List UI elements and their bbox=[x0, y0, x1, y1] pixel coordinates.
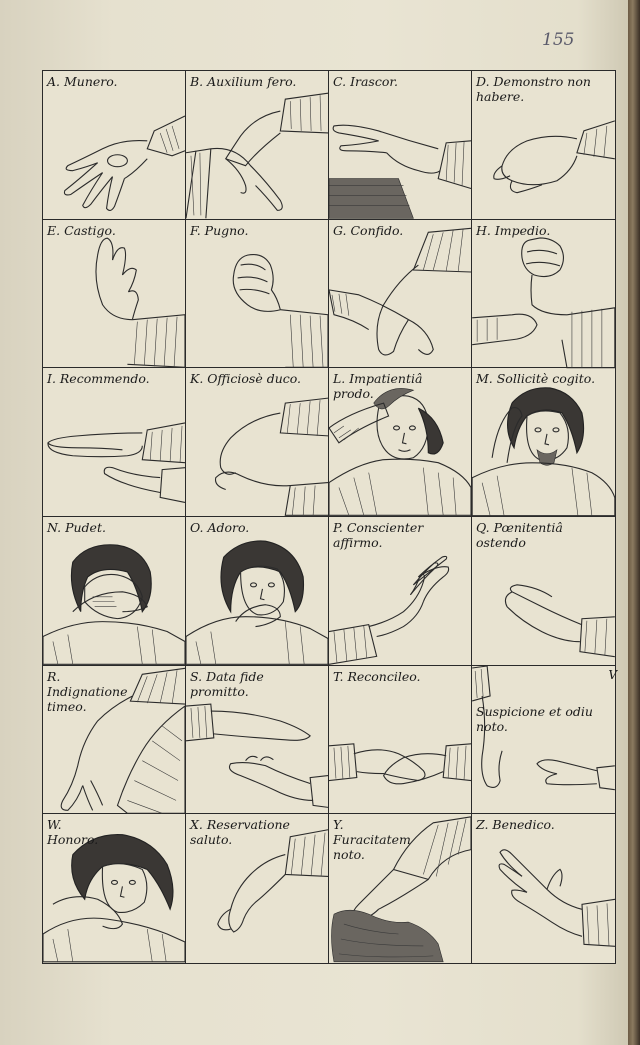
plate-cell-i bbox=[43, 368, 186, 517]
cell-caption: Y. Furacitatem noto. bbox=[333, 817, 411, 863]
raised-hand-illustration bbox=[43, 220, 185, 368]
cell-caption: Q. Pœnitentiâ ostendo bbox=[476, 520, 563, 550]
man-kissing-hand-illustration bbox=[186, 517, 328, 665]
fist-held-by-hand-illustration bbox=[472, 220, 615, 368]
gesture-plate bbox=[42, 70, 616, 964]
man-thinking-illustration bbox=[472, 368, 615, 516]
cell-letter-mark: V bbox=[608, 667, 617, 682]
plate-cell-h bbox=[472, 220, 615, 369]
page-edge bbox=[628, 0, 640, 1045]
plate-cell-l bbox=[329, 368, 472, 517]
cell-caption: L. Impatientiâ prodo. bbox=[333, 371, 423, 402]
cell-caption: B. Auxilium fero. bbox=[190, 74, 297, 89]
plate-cell-p bbox=[329, 517, 472, 666]
cell-caption: A. Munero. bbox=[47, 74, 118, 89]
cell-caption: W. Honoro. bbox=[47, 817, 99, 848]
cell-caption: G. Confido. bbox=[333, 222, 404, 238]
cell-caption: D. Demonstro non habere. bbox=[476, 74, 591, 104]
plate-cell-a bbox=[43, 71, 186, 220]
hand-on-table-illustration bbox=[329, 71, 471, 219]
blessing-hand-illustration bbox=[472, 814, 615, 963]
plate-cell-v bbox=[472, 666, 615, 815]
plate-cell-g bbox=[329, 220, 472, 369]
plate-cell-n bbox=[43, 517, 186, 666]
cell-caption: S. Data fide promitto. bbox=[190, 668, 264, 699]
plate-cell-z bbox=[472, 814, 615, 963]
plate-cell-m bbox=[472, 368, 615, 517]
plate-cell-e bbox=[43, 220, 186, 369]
cell-caption: T. Reconcileo. bbox=[333, 668, 421, 684]
hand-on-hand-illustration bbox=[329, 220, 471, 368]
leading-hand-illustration bbox=[186, 368, 328, 516]
cell-caption: H. Impedio. bbox=[476, 222, 551, 238]
cell-caption: Suspicione et odiu noto. bbox=[476, 703, 593, 734]
plate-cell-x bbox=[186, 814, 329, 963]
cell-caption: I. Recommendo. bbox=[47, 371, 150, 387]
plate-cell-d bbox=[472, 71, 615, 220]
plate-cell-y bbox=[329, 814, 472, 963]
plate-cell-b bbox=[186, 71, 329, 220]
man-covering-face-illustration bbox=[43, 517, 185, 665]
handshake-illustration bbox=[329, 666, 471, 814]
cell-caption: N. Pudet. bbox=[47, 520, 106, 535]
open-palm-hand-illustration bbox=[43, 71, 185, 219]
cell-caption: R. Indignatione timeo. bbox=[47, 668, 128, 714]
plate-cell-q bbox=[472, 517, 615, 666]
fist-illustration bbox=[186, 220, 328, 368]
extended-hands-illustration bbox=[43, 368, 185, 516]
cell-caption: C. Irascor. bbox=[333, 74, 398, 89]
pointing-hands-illustration bbox=[472, 666, 615, 814]
cell-caption: F. Pugno. bbox=[190, 222, 249, 238]
plate-cell-r bbox=[43, 666, 186, 815]
cell-caption: K. Officiosè duco. bbox=[190, 371, 302, 387]
cell-caption: P. Conscienter affirmo. bbox=[333, 520, 424, 550]
plate-cell-o bbox=[186, 517, 329, 666]
cell-caption: M. Sollicitè cogito. bbox=[476, 371, 596, 387]
plate-cell-t bbox=[329, 666, 472, 815]
page-number: 155 bbox=[542, 30, 575, 50]
cell-caption: X. Reservatione saluto. bbox=[190, 817, 290, 848]
plate-cell-k bbox=[186, 368, 329, 517]
plate-cell-c bbox=[329, 71, 472, 220]
cell-caption: Z. Benedico. bbox=[476, 817, 555, 833]
cell-caption: E. Castigo. bbox=[47, 222, 116, 238]
cell-caption: O. Adoro. bbox=[190, 520, 250, 535]
plate-cell-s bbox=[186, 666, 329, 815]
plate-cell-w bbox=[43, 814, 186, 963]
plate-cell-f bbox=[186, 220, 329, 369]
clasped-hands-illustration bbox=[186, 71, 328, 219]
